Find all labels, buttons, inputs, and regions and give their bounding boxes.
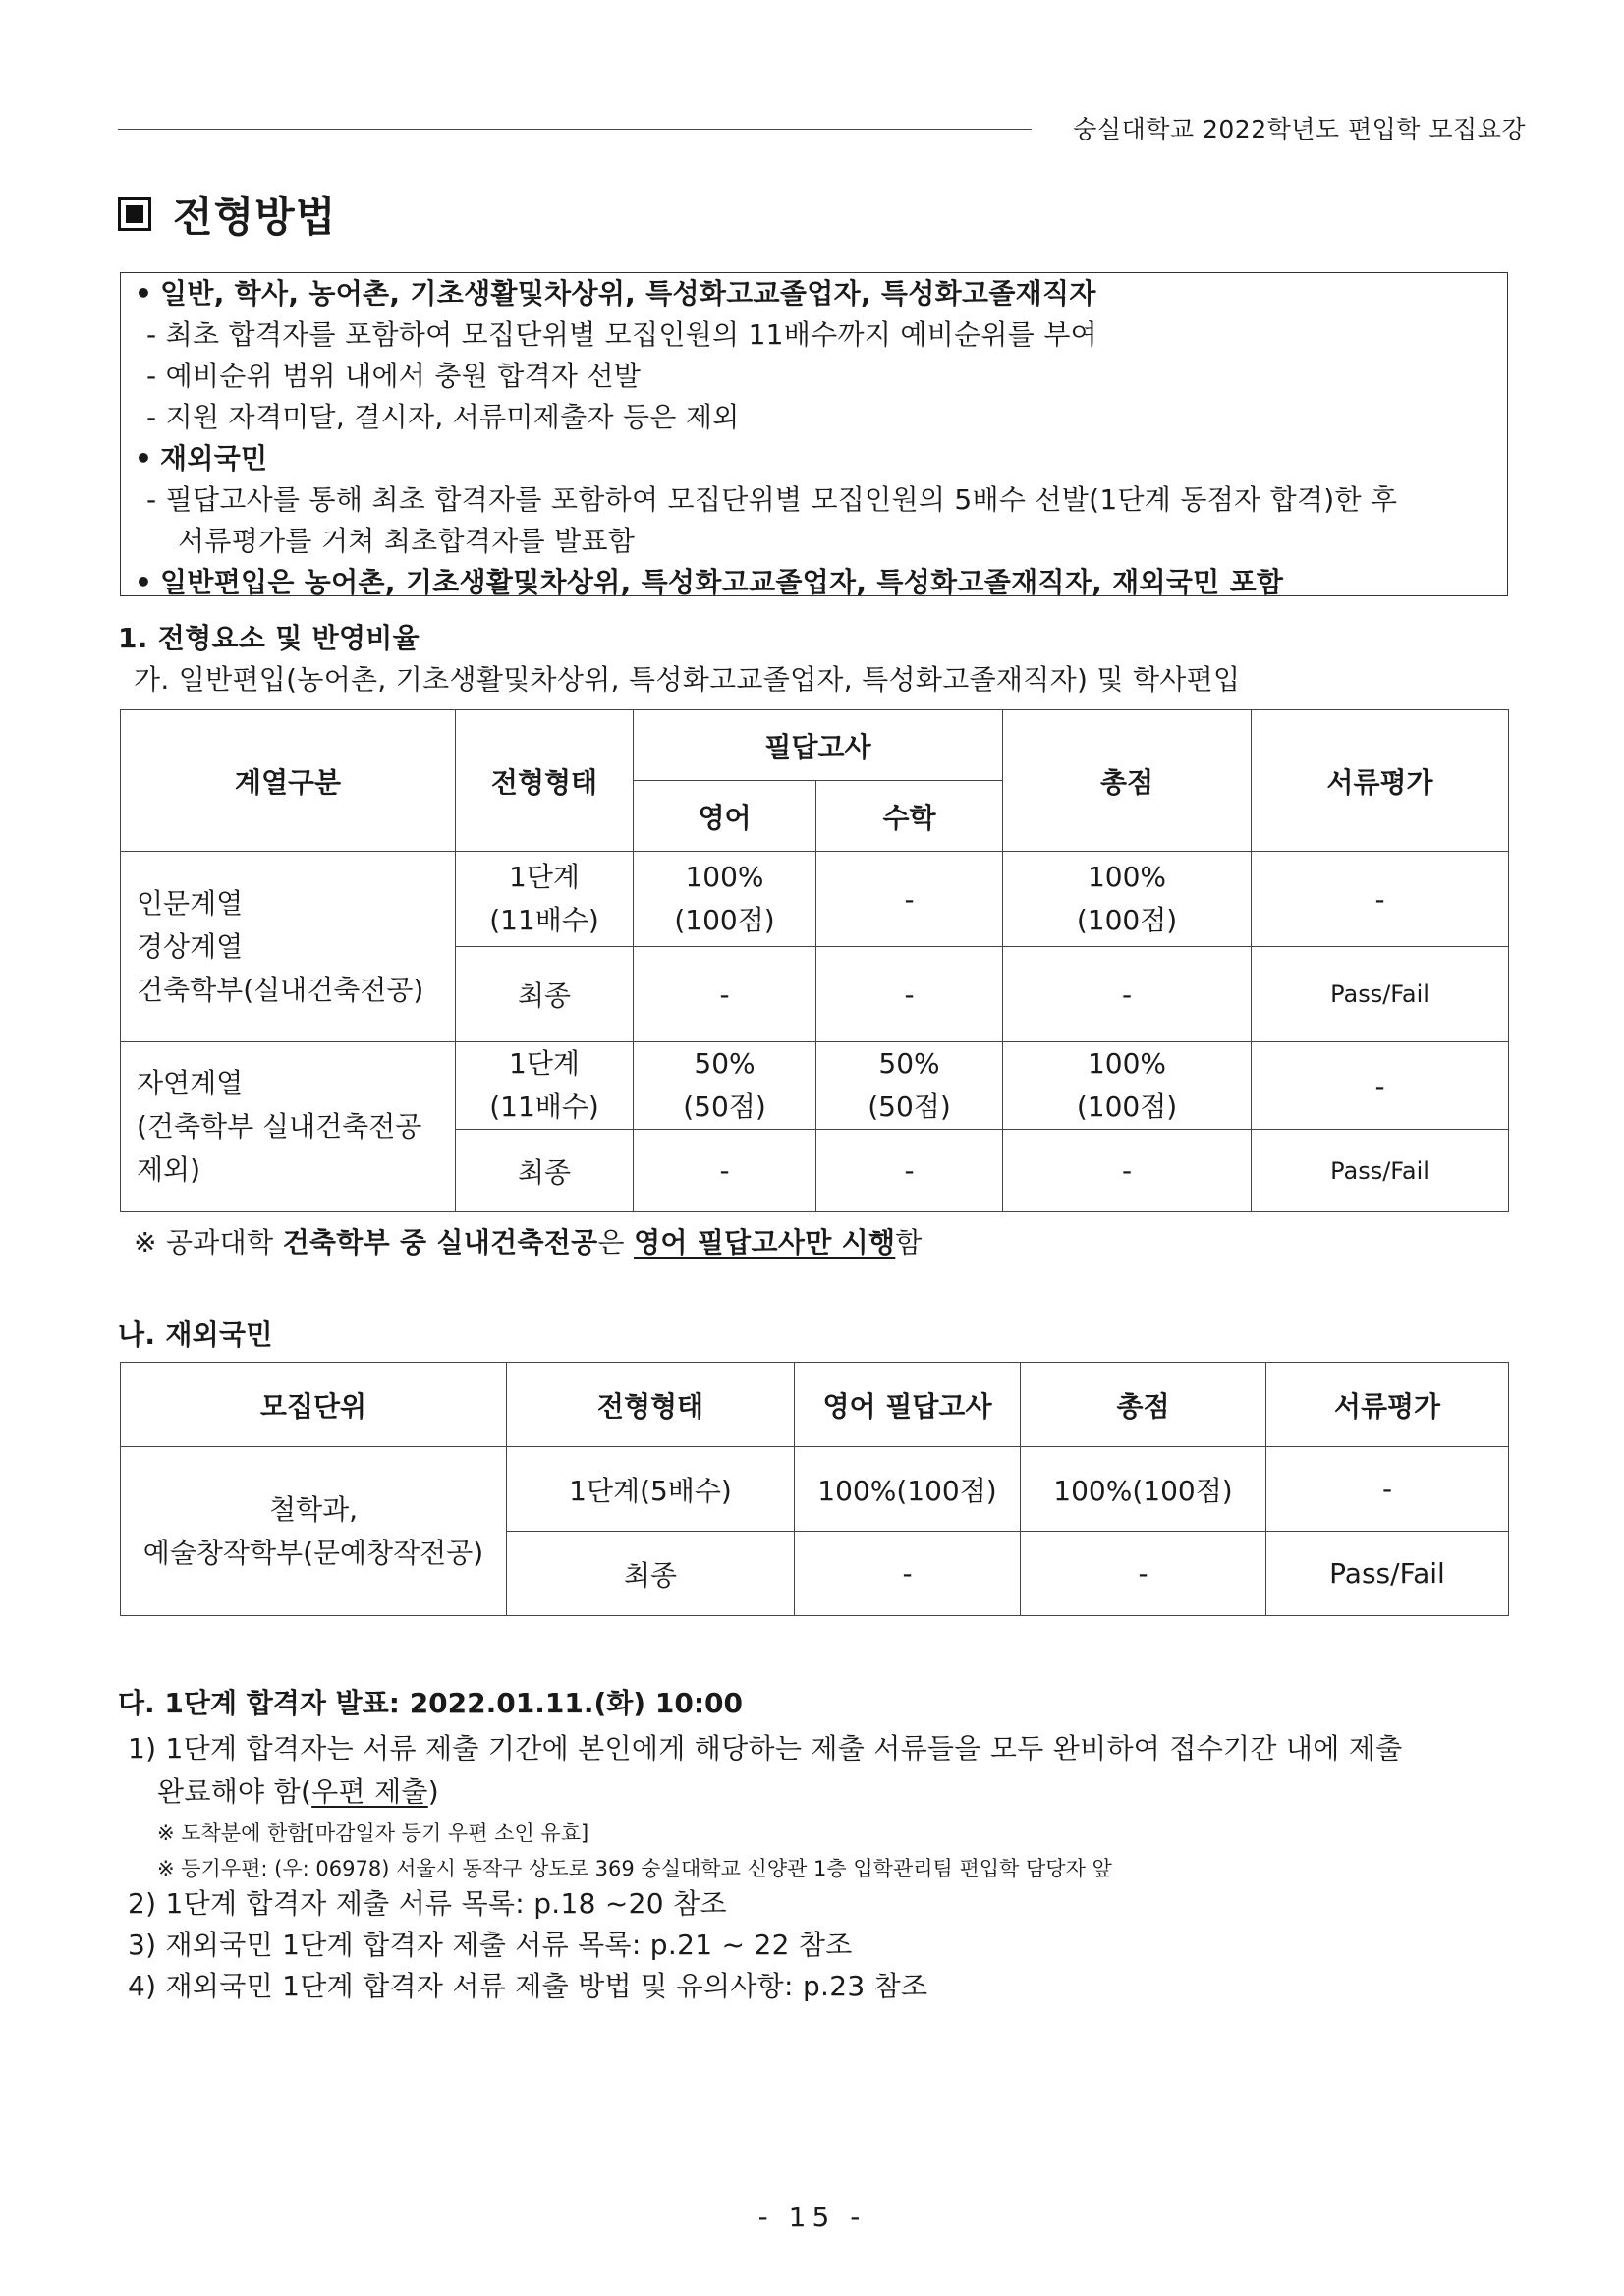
g1-final-document: Pass/Fail — [1252, 947, 1509, 1042]
g1-stage1-type: 1단계 (11배수) — [456, 852, 634, 947]
header-total: 총점 — [1021, 1363, 1266, 1447]
architecture-note: ※ 공과대학 건축학부 중 실내건축전공은 영어 필답고사만 시행함 — [134, 1226, 923, 1259]
g1-stage1-total: 100% (100점) — [1003, 852, 1252, 947]
section-da-title: 다. 1단계 합격자 발표: 2022.01.11.(화) 10:00 — [118, 1687, 743, 1719]
summary-item: - 지원 자격미달, 결시자, 서류미제출자 등은 제외 — [146, 401, 740, 433]
header-type: 전형형태 — [456, 710, 634, 852]
header-group: 계열구분 — [121, 710, 456, 852]
na-stage1-english: 100%(100점) — [795, 1447, 1021, 1532]
section1-title: 1. 전형요소 및 반영비율 — [118, 622, 420, 654]
summary-item: - 필답고사를 통해 최초 합격자를 포함하여 모집단위별 모집인원의 5배수 선발(1단계 동점자 합격)한 후 — [146, 483, 1398, 516]
summary-item-continued: 서류평가를 거쳐 최초합격자를 발표함 — [178, 525, 636, 557]
g2-stage1-total: 100% (100점) — [1003, 1042, 1252, 1130]
na-stage1-document: - — [1266, 1447, 1509, 1532]
g1-final-english: - — [634, 947, 816, 1042]
list-item-1-continued: 완료해야 함(우편 제출) — [157, 1775, 439, 1808]
section1-subtitle-ga: 가. 일반편입(농어촌, 기초생활및차상위, 특성화고교졸업자, 특성화고졸재직자) 및 학사편입 — [134, 663, 1241, 696]
table-overseas — [120, 1362, 1509, 1616]
header-text: 숭실대학교 2022학년도 편입학 모집요강 — [1073, 115, 1526, 143]
section-title — [118, 185, 336, 244]
g2-stage1-type: 1단계 (11배수) — [456, 1042, 634, 1130]
list-item-3: 3) 재외국민 1단계 합격자 제출 서류 목록: p.21 ~ 22 참조 — [128, 1929, 853, 1961]
summary-item: - 최초 합격자를 포함하여 모집단위별 모집인원의 11배수까지 예비순위를 부여 — [146, 318, 1098, 351]
header-written-exam: 필답고사 — [634, 710, 1003, 781]
summary-item: - 예비순위 범위 내에서 충원 합격자 선발 — [146, 360, 642, 392]
na-final-document: Pass/Fail — [1266, 1532, 1509, 1616]
g2-final-type: 최종 — [456, 1130, 634, 1212]
square-bullet-icon — [118, 197, 151, 231]
table-general-transfer — [120, 709, 1509, 1212]
header-document: 서류평가 — [1266, 1363, 1509, 1447]
header-english-exam: 영어 필답고사 — [795, 1363, 1021, 1447]
header-document: 서류평가 — [1252, 710, 1509, 852]
summary-box — [120, 272, 1508, 596]
summary-bullet-general: • 일반, 학사, 농어촌, 기초생활및차상위, 특성화고교졸업자, 특성화고졸재직자 — [135, 273, 1493, 314]
g2-stage1-document: - — [1252, 1042, 1509, 1130]
header-english: 영어 — [634, 781, 816, 852]
page-number: - 15 - — [757, 2201, 867, 2233]
summary-bullet-overseas: • 재외국민 — [135, 438, 1493, 479]
note-registered-mail: ※ 등기우편: (우: 06978) 서울시 동작구 상도로 369 숭실대학교 신양관 1층 입학관리팀 편입학 담당자 앞 — [157, 1857, 1112, 1880]
g1-final-math: - — [816, 947, 1003, 1042]
header-rule — [118, 129, 1032, 130]
g2-stage1-math: 50% (50점) — [816, 1042, 1003, 1130]
group-natural-sciences: 자연계열 (건축학부 실내건축전공 제외) — [121, 1042, 456, 1212]
header-total: 총점 — [1003, 710, 1252, 852]
list-item-1: 1) 1단계 합격자는 서류 제출 기간에 본인에게 해당하는 제출 서류들을 모두 완비하여 접수기간 내에 제출 — [128, 1732, 1403, 1764]
g2-final-total: - — [1003, 1130, 1252, 1212]
g2-stage1-english: 50% (50점) — [634, 1042, 816, 1130]
g1-final-type: 최종 — [456, 947, 634, 1042]
na-stage1-total: 100%(100점) — [1021, 1447, 1266, 1532]
g1-stage1-english: 100% (100점) — [634, 852, 816, 947]
g2-final-document: Pass/Fail — [1252, 1130, 1509, 1212]
group-humanities: 인문계열 경상계열 건축학부(실내건축전공) — [121, 852, 456, 1042]
na-final-type: 최종 — [507, 1532, 795, 1616]
g2-final-math: - — [816, 1130, 1003, 1212]
header-type: 전형형태 — [507, 1363, 795, 1447]
na-final-total: - — [1021, 1532, 1266, 1616]
header-unit: 모집단위 — [121, 1363, 507, 1447]
g1-stage1-math: - — [816, 852, 1003, 947]
header-math: 수학 — [816, 781, 1003, 852]
g1-stage1-document: - — [1252, 852, 1509, 947]
list-item-2: 2) 1단계 합격자 제출 서류 목록: p.18 ~20 참조 — [128, 1887, 727, 1920]
g2-final-english: - — [634, 1130, 816, 1212]
list-item-4: 4) 재외국민 1단계 합격자 서류 제출 방법 및 유의사항: p.23 참조 — [128, 1970, 928, 2002]
summary-bullet-inclusion: • 일반편입은 농어촌, 기초생활및차상위, 특성화고교졸업자, 특성화고졸재직자, 재외국민 포함 — [135, 562, 1493, 603]
g1-final-total: - — [1003, 947, 1252, 1042]
section-title-text: 전형방법 — [173, 193, 337, 241]
note-arrival: ※ 도착분에 한함[마감일자 등기 우편 소인 유효] — [157, 1821, 589, 1845]
section1-subtitle-na: 나. 재외국민 — [118, 1318, 273, 1351]
unit-philosophy-creative-writing: 철학과, 예술창작학부(문예창작전공) — [121, 1447, 507, 1616]
na-stage1-type: 1단계(5배수) — [507, 1447, 795, 1532]
na-final-english: - — [795, 1532, 1021, 1616]
